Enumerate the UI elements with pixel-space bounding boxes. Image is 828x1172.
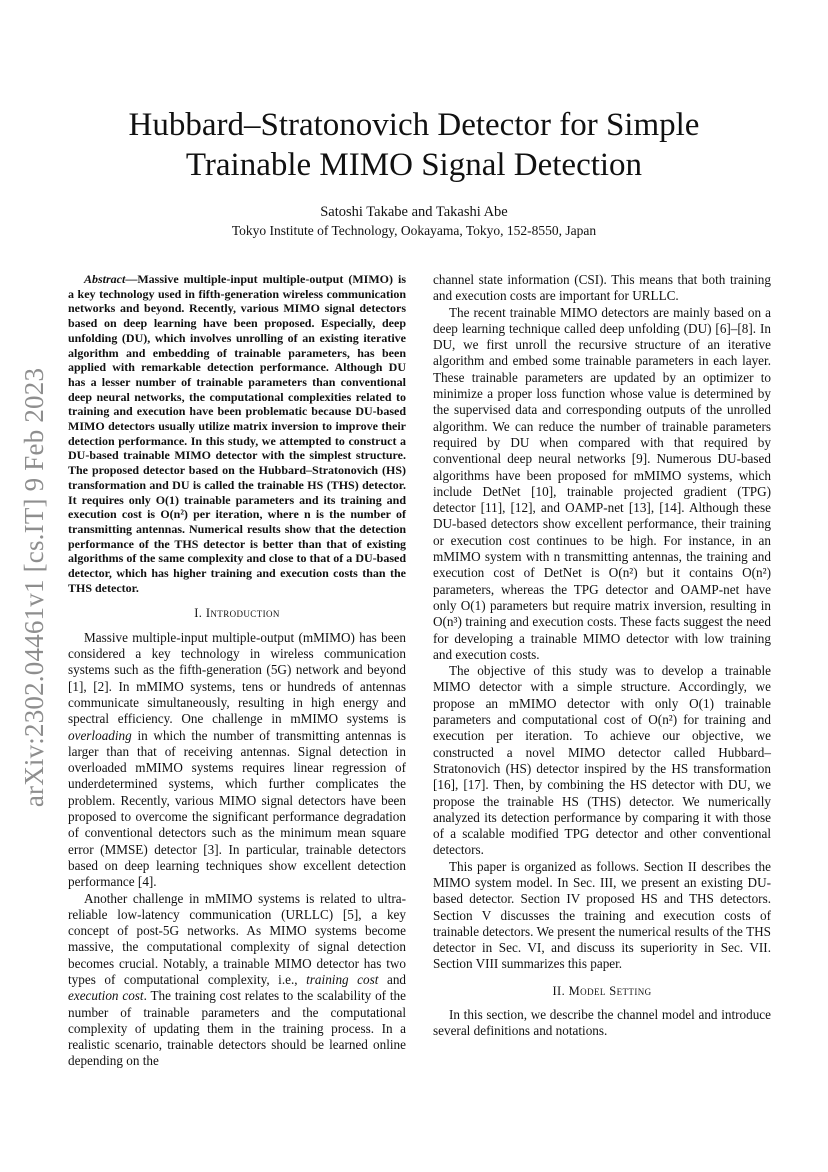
section-title: Model Setting [568,983,652,998]
section-heading-introduction [68,605,406,621]
emphasis-execution-cost: execution cost [68,988,144,1004]
emphasis-training-cost: training cost [306,972,379,987]
intro-paragraph-2: Another challenge in mMIMO systems is related to ultra-reliable low-latency communication (URLLC) [5], a key concept of post-5G networks. As MIMO systems become massive, the computational complexity of signal detection becomes crucial. Notably, a trainable MIMO detector has two types of computational complexity, i.e., training cost and execution cost. The training cost relates to the scalability of the number of trainable parameters and the computational complexity of updating them in the training process. In a realistic scenario, trainable detectors should be learned online depending on the [68,890,407,1069]
abstract-text: —Massive multiple-input multiple-output (MIMO) is a key technology used in fifth-generation wireless communication networks and beyond. Recently, various MIMO signal detectors based on deep learning have been proposed. Especially, deep unfolding (DU), which involves unrolling of an existing iterative algorithm and embedding of trainable parameters, has been applied with remarkable detection performance. Although DU has a lesser number of trainable parameters than conventional deep neural networks, the computational complexities related to training and execution have been problematic because DU-based MIMO detectors usually utilize matrix inversion to improve their detection performance. In this study, we attempted to construct a DU-based trainable MIMO detector with the simplest structure. The proposed detector based on the Hubbard–Stratonovich (HS) transformation and DU is called the trainable HS (THS) detector. It requires only O(1) trainable parameters and its training and execution cost is O(n²) per iteration, where n is the number of transmitting antennas. Numerical results show that the detection performance of the THS detector is better than that of existing algorithms of the same complexity and close to that of a DU-based detector, which has higher training and execution costs than the THS detector. [68,272,406,595]
intro-paragraph-2-continued: channel state information (CSI). This means that both training and execution costs are important for URLLC. [433,272,771,304]
intro-paragraph-4: The objective of this study was to develop a trainable MIMO detector with a simple structure. Accordingly, we propose an mMIMO detector with only O(1) trainable parameters and computational cost of O(n²) for training and execution per iteration. To achieve our objective, we constructed a novel MIMO detector called Hubbard–Stratonovich (HS) detector inspired by the HS transformation [16], [17]. Then, by combining the HS detector with DU, we propose the trainable HS (THS) detector. We numerically analyzed its detection performance by comparing it with those of a scalable modified TPG detector and other conventional detectors. [433,663,771,858]
abstract [68,272,406,595]
section-title: Introduction [205,606,280,621]
left-column [68,272,406,1070]
abstract-label: Abstract [84,272,126,286]
title-line-2: Trainable MIMO Signal Detection [185,147,643,183]
right-column [433,272,771,1040]
section-number: I. [194,606,203,621]
section-heading-model-setting [433,983,771,999]
author-affiliation: Tokyo Institute of Technology, Ookayama, Tokyo, 152-8550, Japan [231,223,597,238]
intro-paragraph-1: Massive multiple-input multiple-output (mMIMO) has been considered a key technology in wireless communication systems such as the fifth-generation (5G) network and beyond [1], [2]. In mMIMO systems, tens or hundreds of antennas communicate simultaneously, resulting in high energy and spectral efficiency. One challenge in mMIMO systems is overloading in which the number of transmitting antennas is larger than that of receiving antennas. Signal detection in overloaded mMIMO systems requires linear regression of underdetermined systems, which further complicates the problem. Recently, various MIMO signal detectors have been proposed to overcome the significant performance degradation of conventional detectors such as the minimum mean square error (MMSE) detector [3]. In particular, trainable detectors based on deep learning techniques show excellent detection performance [4]. [68,629,406,890]
paper-title [60,105,768,185]
emphasis-overloading: overloading [68,727,132,743]
intro-paragraph-5: This paper is organized as follows. Section II describes the MIMO system model. In Sec. III, we present an existing DU-based detector. Section IV proposed HS and THS detectors. Section V discusses the training and execution costs of trainable detectors. We present the numerical results of the THS detector in Sec. VI, and discuss its superiority in Sec. VII. Section VIII summarizes this paper. [433,858,771,972]
model-paragraph-1: In this section, we describe the channel model and introduce several definitions and notations. [433,1007,771,1039]
intro-paragraph-3: The recent trainable MIMO detectors are mainly based on a deep learning technique called deep unfolding (DU) [6]–[8]. In DU, we first unroll the recursive structure of an iterative algorithm and embed some trainable parameters in each layer. These trainable parameters are updated by an optimizer to minimize a proper loss function whose value is determined by the supervised data and corresponding outputs of the unrolled algorithm. We can reduce the number of trainable parameters required by DU when compared with that required by conventional deep neural networks [9]. Numerous DU-based algorithms have been proposed for mMIMO systems, which include DetNet [10], trainable projected gradient (TPG) detector [11], [12], and OAMP-net [13], [14]. Although these DU-based detectors show excellent performance, their training or execution cost continues to be high. For instance, in an mMIMO system with n transmitting antennas, the training and execution cost of DetNet is O(n²) but it contains O(n²) parameters, whereas the TPG detector and OAMP-net have only O(1) parameters but require matrix inversion, resulting in O(n³) training and execution costs. These facts suggest the need for developing a trainable MIMO detector with low training and execution costs. [433,304,771,662]
paper-authors: Satoshi Takabe and Takashi Abe [320,204,508,220]
section-number: II. [552,983,566,998]
arxiv-identifier-stamp: arXiv:2302.04461v1 [cs.IT] 9 Feb 2023 [19,367,50,808]
title-line-1: Hubbard–Stratonovich Detector for Simple [128,107,700,143]
